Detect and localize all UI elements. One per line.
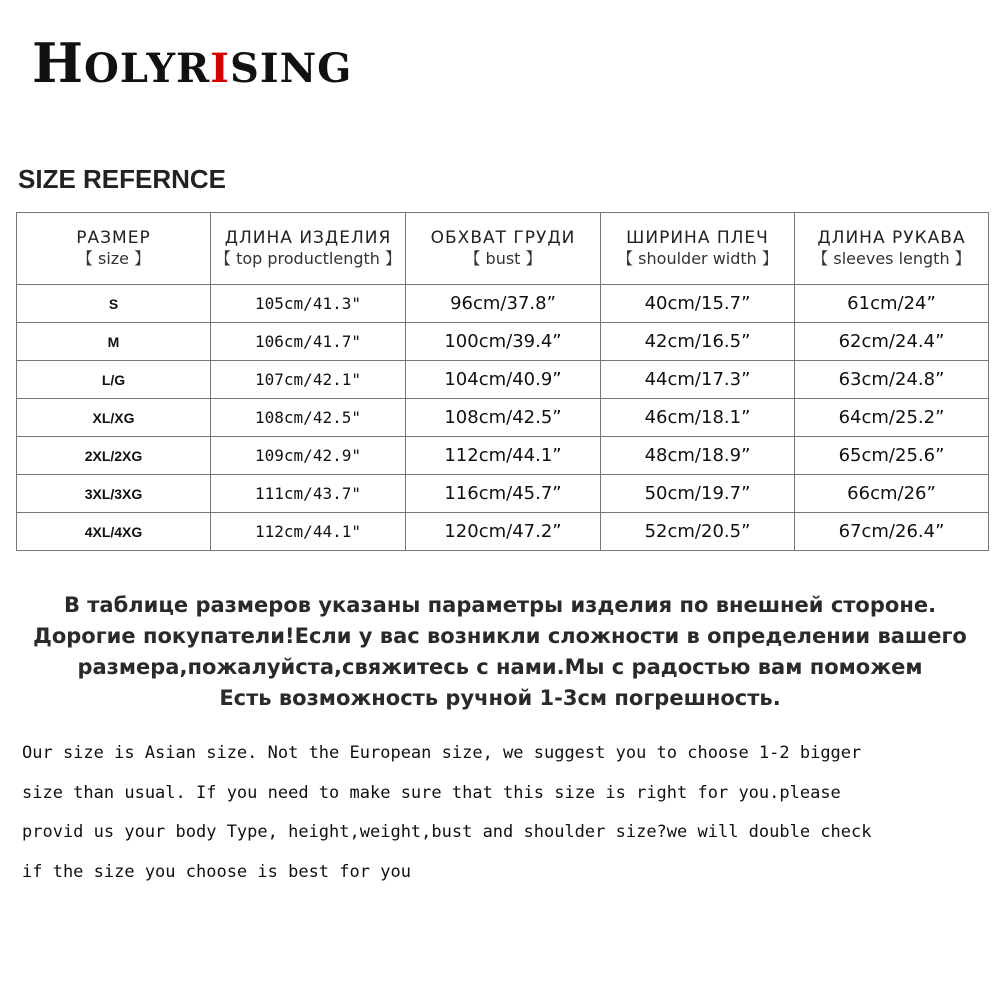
bust-cell: 116cm/45.7” — [406, 475, 601, 513]
table-row — [17, 513, 989, 551]
table-row — [17, 399, 989, 437]
bust-cell: 104cm/40.9” — [406, 361, 601, 399]
brand-logo-initial: H — [32, 31, 85, 95]
header-main: РАЗМЕР — [76, 228, 151, 249]
header-sub: 【 size 】 — [76, 249, 151, 269]
header-sub: 【 shoulder width 】 — [617, 249, 778, 269]
bust-cell: 96cm/37.8” — [406, 285, 601, 323]
header-shoulder — [601, 213, 795, 285]
header-main: ДЛИНА РУКАВА — [817, 228, 966, 249]
size-cell: 2XL/2XG — [17, 437, 211, 475]
sleeve-cell: 62cm/24.4” — [795, 323, 989, 361]
table-row — [17, 475, 989, 513]
size-cell: L/G — [17, 361, 211, 399]
length-cell: 105cm/41.3" — [211, 285, 406, 323]
sleeve-cell: 65cm/25.6” — [795, 437, 989, 475]
brand-logo-accent: I — [210, 45, 230, 92]
header-bust — [406, 213, 601, 285]
table-row — [17, 361, 989, 399]
russian-note-line: Есть возможность ручной 1-3см погрешность. — [219, 686, 781, 710]
header-main: ШИРИНА ПЛЕЧ — [626, 228, 769, 249]
header-sleeve — [795, 213, 989, 285]
sleeve-cell: 63cm/24.8” — [795, 361, 989, 399]
shoulder-cell: 46cm/18.1” — [601, 399, 795, 437]
sleeve-cell: 64cm/25.2” — [795, 399, 989, 437]
english-note-line: size than usual. If you need to make sure that this size is right for you.please — [22, 782, 841, 803]
header-sub: 【 top productlength 】 — [214, 249, 402, 269]
sleeve-cell: 66cm/26” — [795, 475, 989, 513]
table-row — [17, 285, 989, 323]
table-header-row — [17, 213, 989, 285]
brand-logo-part2: SING — [229, 45, 353, 92]
table-row — [17, 323, 989, 361]
brand-logo-part1: OLYR — [84, 45, 211, 92]
header-size — [17, 213, 211, 285]
header-main: ОБХВАТ ГРУДИ — [430, 228, 576, 249]
english-note-line: Our size is Asian size. Not the European size, we suggest you to choose 1-2 bigger — [22, 743, 862, 763]
size-cell: 4XL/4XG — [17, 513, 211, 551]
length-cell: 107cm/42.1" — [211, 361, 406, 399]
size-cell: S — [17, 285, 211, 323]
english-note-line: if the size you choose is best for you — [22, 861, 411, 882]
russian-note-line: Дорогие покупатели!Если у вас возникли сложности в определении вашего — [33, 624, 967, 648]
shoulder-cell: 40cm/15.7” — [601, 285, 795, 323]
length-cell: 106cm/41.7" — [211, 323, 406, 361]
brand-logo — [32, 31, 353, 95]
bust-cell: 120cm/47.2” — [406, 513, 601, 551]
header-sub: 【 sleeves length 】 — [812, 249, 971, 269]
shoulder-cell: 50cm/19.7” — [601, 475, 795, 513]
russian-note-line: В таблице размеров указаны параметры изделия по внешней стороне. — [63, 593, 937, 617]
length-cell: 109cm/42.9" — [211, 437, 406, 475]
bust-cell: 112cm/44.1” — [406, 437, 601, 475]
sleeve-cell: 67cm/26.4” — [795, 513, 989, 551]
length-cell: 112cm/44.1" — [211, 513, 406, 551]
shoulder-cell: 44cm/17.3” — [601, 361, 795, 399]
size-cell: M — [17, 323, 211, 361]
english-note-line: provid us your body Type, height,weight,bust and shoulder size?we will double check — [22, 822, 872, 842]
english-notes — [22, 734, 982, 892]
length-cell: 108cm/42.5" — [211, 399, 406, 437]
header-main: ДЛИНА ИЗДЕЛИЯ — [224, 228, 392, 249]
shoulder-cell: 52cm/20.5” — [601, 513, 795, 551]
header-sub: 【 bust 】 — [464, 249, 542, 269]
size-table — [16, 212, 989, 551]
russian-note-line: размера,пожалуйста,свяжитесь с нами.Мы с радостью вам поможем — [77, 655, 923, 679]
russian-notes — [0, 590, 1000, 714]
shoulder-cell: 42cm/16.5” — [601, 323, 795, 361]
bust-cell: 108cm/42.5” — [406, 399, 601, 437]
size-cell: XL/XG — [17, 399, 211, 437]
length-cell: 111cm/43.7" — [211, 475, 406, 513]
size-cell: 3XL/3XG — [17, 475, 211, 513]
shoulder-cell: 48cm/18.9” — [601, 437, 795, 475]
header-length — [211, 213, 406, 285]
section-title: SIZE REFERNCE — [18, 164, 227, 194]
table-row — [17, 437, 989, 475]
bust-cell: 100cm/39.4” — [406, 323, 601, 361]
sleeve-cell: 61cm/24” — [795, 285, 989, 323]
